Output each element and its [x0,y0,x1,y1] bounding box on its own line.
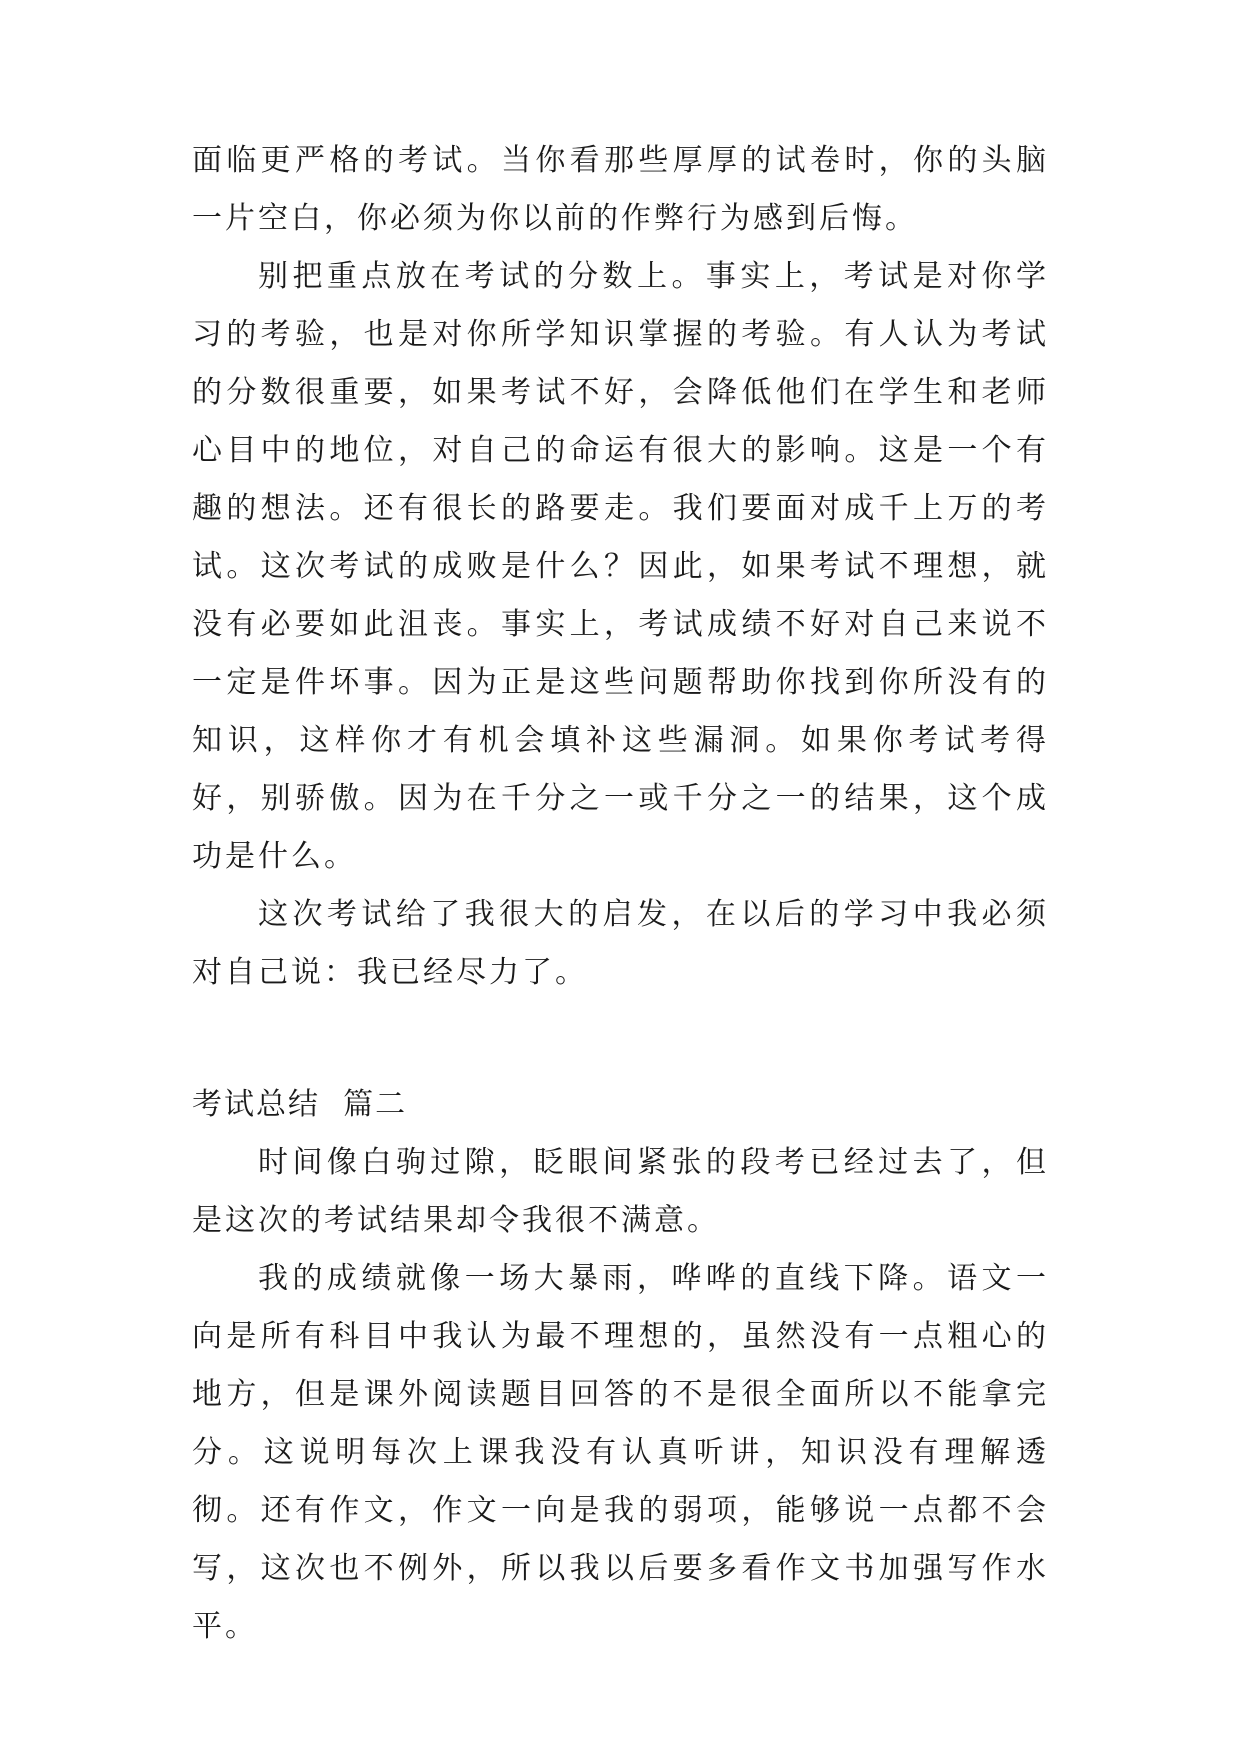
paragraph-exam-scores: 别把重点放在考试的分数上。事实上，考试是对你学习的考验，也是对你所学知识掌握的考验。有人认为考试的分数很重要，如果考试不好，会降低他们在学生和老师心目中的地位，对自己的命运有很大的影响。这是一个有趣的想法。还有很长的路要走。我们要面对成千上万的考试。这次考试的成败是什么？因此，如果考试不理想，就没有必要如此沮丧。事实上，考试成绩不好对自己来说不一定是件坏事。因为正是这些问题帮助你找到你所没有的知识，这样你才有机会填补这些漏洞。如果你考试考得好，别骄傲。因为在千分之一或千分之一的结果，这个成功是什么。 [192,259,1049,874]
paragraph-time-passing: 时间像白驹过隙，眨眼间紧张的段考已经过去了，但是这次的考试结果却令我很不满意。 [192,1145,1049,1238]
paragraph-grades-analysis: 我的成绩就像一场大暴雨，哗哗的直线下降。语文一向是所有科目中我认为最不理想的，虽然没有一点粗心的地方，但是课外阅读题目回答的不是很全面所以不能拿完分。这说明每次上课我没有认真听讲，知识没有理解透彻。还有作文，作文一向是我的弱项，能够说一点都不会写，这次也不例外，所以我以后要多看作文书加强写作水平。 [192,1261,1049,1644]
document-page [192,132,1049,1656]
section-heading: 考试总结 篇二 [192,1087,408,1122]
continued-paragraph: 面临更严格的考试。当你看那些厚厚的试卷时，你的头脑一片空白，你必须为你以前的作弊行为感到后悔。 [192,143,1049,236]
paragraph-exam-inspiration: 这次考试给了我很大的启发，在以后的学习中我必须对自己说：我已经尽力了。 [192,897,1049,990]
